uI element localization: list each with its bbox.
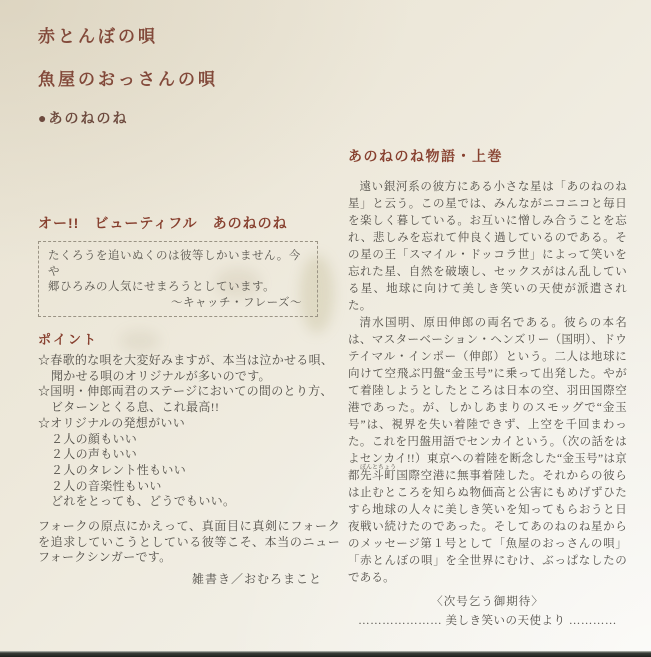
catch-phrase-section (38, 214, 318, 317)
point-item: ☆春歌的な唄を大変好みますが、本当は泣かせる唄、 (38, 353, 334, 367)
point-item: ☆国明・伸郎両君のステージにおいての間のとり方、 (38, 384, 333, 399)
point-item: 聞かせる唄のオリジナルが多いのです。 (51, 368, 271, 383)
artist-name: ●あのねのね (38, 110, 129, 126)
point-item: ☆オリジナルの発想がいい (38, 415, 186, 430)
story-paragraph-2-text: 国際空港に無事着陸した。それからの彼らは止むところを知らぬ物価高と公害にもめげずひたすら地球の人々に美しき笑いを知ってもらおうと日夜戦い続けたのであった。そしてあのねのね星からのメッセージ第１号として「魚屋のおっさんの唄」「赤とんぼの唄」を全世界にむけ、ぶっぱなしたのである。 (348, 470, 627, 584)
scan-bottom-edge (0, 651, 651, 657)
story-paragraph-1: 遠い銀河系の彼方にある小さな星は「あのねのね星」と云う。この星では、みんながニコニコと毎日を楽しく暮している。お互いに憎しみ合うことを忘れ、悲しみを忘れて仲良く過しているのである。その星の王「スマイル・ドッコラ世」によって笑いを忘れた星、自然を破壊し、セックスがはん乱している星、地球に向けて美しき笑いの天使が派遣された。 (348, 181, 627, 312)
point-item: ２人の顔もいい (51, 431, 138, 446)
points-heading: ポイント (38, 332, 99, 347)
point-item: ２人の音楽性もいい (51, 478, 162, 493)
points-section (38, 329, 340, 510)
byline: 雑書き／おむろまこと (191, 571, 322, 586)
signoff-dots-left: ………………… (358, 615, 443, 627)
song-title-1: 赤とんぼの唄 (38, 27, 158, 46)
catch-phrase-attribution: 〜キャッチ・フレーズ〜 (171, 296, 302, 309)
ruby-reading: ぽんとちょう (360, 465, 397, 471)
closing-section (38, 519, 340, 587)
catch-phrase-heading: オー!! ビューティフル あのねのね (38, 215, 288, 231)
point-item: ２人の声もいい (51, 447, 138, 462)
point-item: どれをとっても、どうでもいい。 (51, 494, 236, 509)
story-section (348, 146, 627, 630)
story-heading: あのねのね物語・上巻 (348, 148, 503, 164)
point-item: ２人のタレント性もいい (51, 462, 187, 477)
pontocho-ruby (360, 465, 397, 482)
story-paragraph-2 (348, 315, 627, 587)
catch-phrase-line: 郷ひろみの人気にせまろうとしています。 (48, 281, 276, 293)
header-titles (38, 26, 218, 128)
story-paragraph-2-text: 清水国明、原田伸郎の両名である。彼らの本名は、マスターベーション・ヘンズリー（国明）、ドウテイマル・インポー（伸郎）という。二人は地球に向けて空飛ぶ円盤“金玉号”に乗って出発した。やがて着陸しようとしたところは日本の空、羽田国際空港であった。が、しかしあまりのスモッグで“金玉号”は、視界を失い着陸できず、上空を千回まわった。これを円盤用語でセンカイという。（次の話をはよセンカイ!!）東京への着陸を断念した“金玉号”は京都 (348, 317, 627, 482)
points-list (38, 353, 340, 510)
catch-phrase-box (38, 241, 318, 317)
song-title-2: 魚屋のおっさんの唄 (38, 70, 218, 89)
closing-paragraph: フォークの原点にかえって、真面目に真剣にフォークを追求していこうとしている彼等こそ、本当のニューフォークシンガーです。 (38, 519, 340, 564)
signoff-text: 美しき笑いの天使より (445, 615, 566, 627)
signoff-dots-right: ………… (568, 615, 617, 627)
ruby-base: 先斗町 (360, 470, 397, 482)
point-item: ビターンとくる息、これ最高!! (51, 400, 220, 415)
next-issue-note: 〈次号乞う御期待〉 (431, 596, 544, 608)
catch-phrase-line: たくろうを追いぬくのは彼等しかいません。今や (48, 250, 301, 278)
story-body (348, 179, 627, 630)
signoff-line (348, 613, 627, 630)
